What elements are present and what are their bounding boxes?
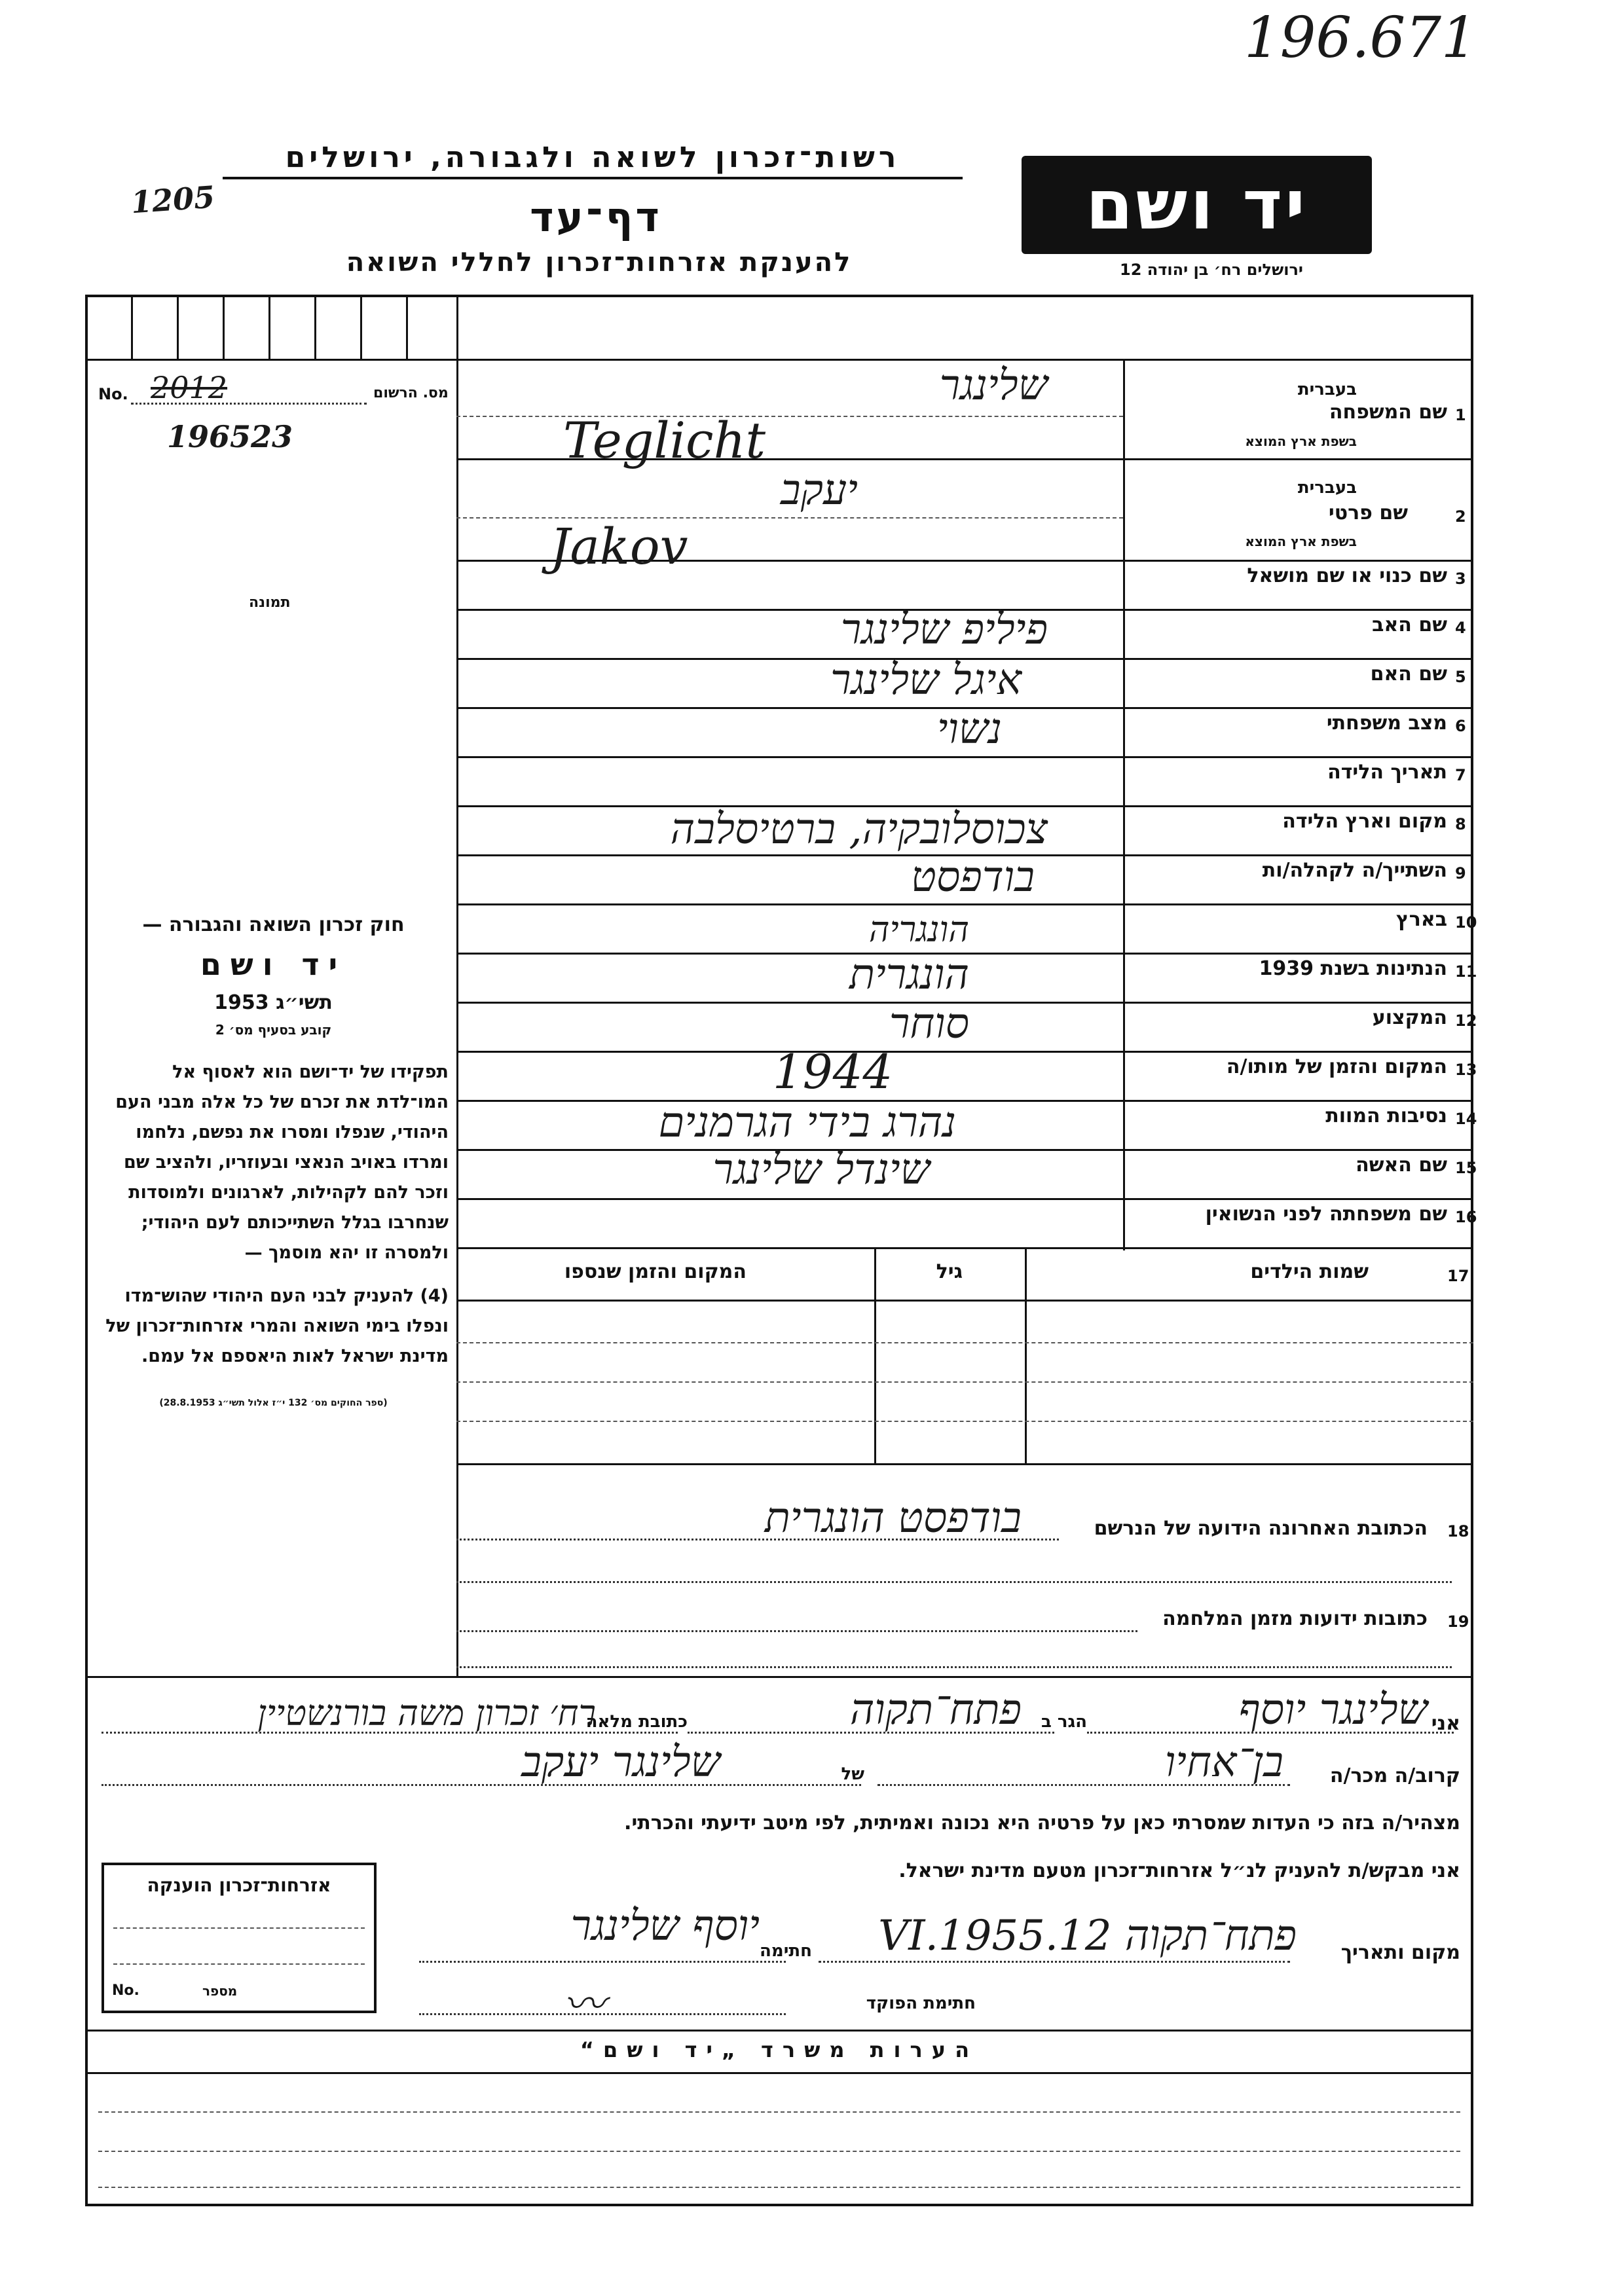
row-1-num: 1 [1455, 406, 1466, 424]
decl-statement-1: מצהיר/ה בזה כי העדות שמסרתי כאן על פרטיה היא נכונה ואמיתית, לפי מיטב ידיעתי והכרתי. [624, 1812, 1460, 1834]
row-7-label: תאריך הלידה [1327, 761, 1447, 784]
photo-label: תמונה [249, 594, 291, 611]
row-5-num: 5 [1455, 668, 1466, 686]
row-13-value: 1944 [773, 1044, 893, 1099]
row-15-value: שינדל שלינגר [712, 1146, 930, 1194]
decl-of-value: שלינגר יעקב [521, 1738, 720, 1787]
row-1-value-2: Teglicht [563, 411, 766, 469]
form-title: דף־עד [530, 193, 662, 241]
row-1-sub1: בעברית [1297, 380, 1357, 399]
row-10-value: הונגריה [868, 909, 969, 950]
decl-signature: חתימה [760, 1941, 812, 1961]
row-1-sub2: בשפת ארץ המוצא [1245, 433, 1357, 449]
row-10-num: 10 [1455, 913, 1477, 932]
decl-statement-2: אני מבקש/ת להעניק לנ״ל אזרחות־זכרון מטעם מדינת ישראל. [898, 1859, 1460, 1882]
row-3-label: שם כנוי או שם מושאל [1247, 564, 1447, 587]
official-signature-mark: 〰 [563, 1980, 605, 2029]
row-2-sub1: בעברית [1297, 478, 1357, 498]
row-13-label: המקום והזמן של מותו/ה [1226, 1055, 1447, 1078]
form-subtitle: להענקת אזרחות־זכרון לחללי השואה [346, 247, 853, 278]
children-names-header: שמות הילדים [1250, 1260, 1369, 1283]
decl-resides: הגר ב [1041, 1712, 1087, 1732]
row-16-num: 16 [1455, 1208, 1477, 1226]
row-19-label: כתובות ידועות מזמן המלחמה [1162, 1607, 1428, 1630]
law-para-1: תפקידו של יד־ושם הוא לאסוף אל המו־לדת את זכרם של כל אלה מבני העם היהודי, שנפלו ומסרו את נפשם, נלחמו ומרדו באויב הנאצי ובעוזריו, ולהציב שם וזכר להם לקהילות, לארגונים ולמוסדות שנחרבו בגלל השתייכותם לעם היהודי; ולמסרה זו יהא מוסמך — [115, 1062, 449, 1263]
row-9-label: השתייך/ה לקהלה/ות [1262, 859, 1447, 882]
yad-vashem-logo [1022, 156, 1372, 254]
reg-no-label: No. [98, 385, 128, 403]
row-2-num: 2 [1455, 507, 1466, 526]
law-title: חוק זכרון השואה והגבורה — [142, 913, 405, 936]
decl-ani: אני [1431, 1712, 1460, 1735]
children-place-header: המקום והזמן שנספו [564, 1260, 747, 1283]
law-source: (ספר החוקים מס׳ 132 י״ז אלול תשי״ג 28.8.1953) [159, 1398, 388, 1408]
row-5-label: שם האם [1370, 663, 1447, 685]
row-18-label: הכתובת האחרונה הידועה של הנרשם [1094, 1517, 1428, 1540]
authority-line: רשות־זכרון לשואה ולגבורה, ירושלים [223, 141, 963, 179]
row-6-value: נשוי [936, 705, 1002, 754]
granted-box [101, 1863, 377, 2013]
children-age-header: גיל [936, 1260, 963, 1283]
row-6-num: 6 [1455, 717, 1466, 735]
office-tick-boxes [85, 295, 458, 360]
row-11-value: הונגרית [849, 951, 969, 999]
row-12-label: המקצוע [1372, 1006, 1447, 1029]
row-19-num: 19 [1447, 1613, 1469, 1631]
row-5-value: איגל שלינגר [830, 656, 1022, 704]
row-2-value: יעקב [780, 466, 858, 515]
row-4-value: פיליפ שלינגר [840, 606, 1048, 654]
row-1-value: שלינגר [939, 361, 1048, 410]
row-15-num: 15 [1455, 1159, 1477, 1177]
reg-value-2: 196523 [167, 419, 293, 454]
row-4-label: שם האב [1372, 613, 1447, 636]
row-2-label: שם פרטי [1328, 501, 1408, 524]
row-16-label: שם משפחתה לפני הנשואין [1205, 1203, 1447, 1226]
row-9-num: 9 [1455, 864, 1466, 883]
decl-full-address: כתובת מלאה [585, 1712, 688, 1732]
decl-relative: קרוב/ה מכר/ה [1329, 1764, 1460, 1787]
row-9-value: בודפסט [911, 853, 1035, 902]
row-6-label: מצב משפחתי [1326, 712, 1447, 735]
decl-place-date-value: פתח־תקוה 12.VI.1955 [878, 1912, 1297, 1960]
row-7-num: 7 [1455, 766, 1466, 784]
row-11-num: 11 [1455, 962, 1477, 981]
row-3-num: 3 [1455, 570, 1466, 588]
decl-place-date: מקום ותאריך [1340, 1941, 1460, 1964]
granted-box-number: מספר [202, 1983, 238, 1999]
logo-address: ירושלים רח׳ בן יהודה 12 [1120, 261, 1303, 279]
row-8-label: מקום וארץ הלידה [1282, 810, 1447, 833]
row-2-value-2: Jakov [550, 517, 688, 575]
decl-official-signature: חתימת הפוקד [866, 1994, 976, 2013]
decl-of: של [841, 1764, 864, 1784]
decl-address-value: רח׳ זכרון משה בורנשטיין [257, 1692, 596, 1734]
row-15-label: שם האשה [1356, 1154, 1447, 1176]
reg-value: 2012 [151, 370, 228, 405]
decl-relation-value: בן־אחיו [1164, 1738, 1283, 1787]
row-18-value: בודפסט הונגרית [764, 1494, 1022, 1542]
notes-title: הערות משרד „יד ושם“ [580, 2037, 979, 2062]
decl-name-value: שלינגר יוסף [1238, 1686, 1428, 1734]
logo-text: יד ושם [1086, 165, 1308, 245]
law-para-2: (4) להעניק לבני העם היהודי שהוש־מדו ונפלו בימי השואה והמרי אזרחות־זכרון של מדינת ישראל לאות היאספם אל עמם. [105, 1286, 449, 1366]
row-8-num: 8 [1455, 815, 1466, 833]
row-11-label: הנתינות בשנת 1939 [1259, 957, 1447, 980]
row-14-label: נסיבות המוות [1325, 1104, 1447, 1127]
law-clause: קובע בסעיף מס׳ 2 [215, 1022, 332, 1038]
granted-box-no: No. [112, 1982, 139, 1999]
stamp-number: 1205 [130, 179, 216, 221]
row-13-num: 13 [1455, 1061, 1477, 1079]
corner-number: 196.671 [1244, 5, 1477, 71]
row-10-label: בארץ [1395, 908, 1447, 931]
law-year: תשי״ג 1953 [214, 991, 333, 1014]
row-8-value: צכוסלובקיה, ברטיסלבה [670, 805, 1048, 854]
law-name: יד ושם [200, 947, 347, 982]
reg-label: מס. הרשום [373, 385, 449, 401]
row-17-num: 17 [1447, 1267, 1469, 1285]
law-block [98, 910, 449, 1408]
row-18-num: 18 [1447, 1522, 1469, 1540]
row-1-label: שם המשפחה [1329, 401, 1447, 424]
row-2-sub2: בשפת ארץ המוצא [1245, 534, 1357, 549]
decl-city-value: פתח־תקוה [849, 1686, 1022, 1734]
row-4-num: 4 [1455, 619, 1466, 637]
row-14-num: 14 [1455, 1110, 1477, 1128]
row-12-num: 12 [1455, 1011, 1477, 1030]
row-12-value: סוחר [889, 1000, 969, 1048]
decl-signature-value: יוסף שלינגר [570, 1902, 760, 1950]
row-14-value: נהרג בידי הגרמנים [658, 1099, 956, 1147]
granted-box-title: אזרחות־זכרון הוענקה [147, 1874, 331, 1896]
